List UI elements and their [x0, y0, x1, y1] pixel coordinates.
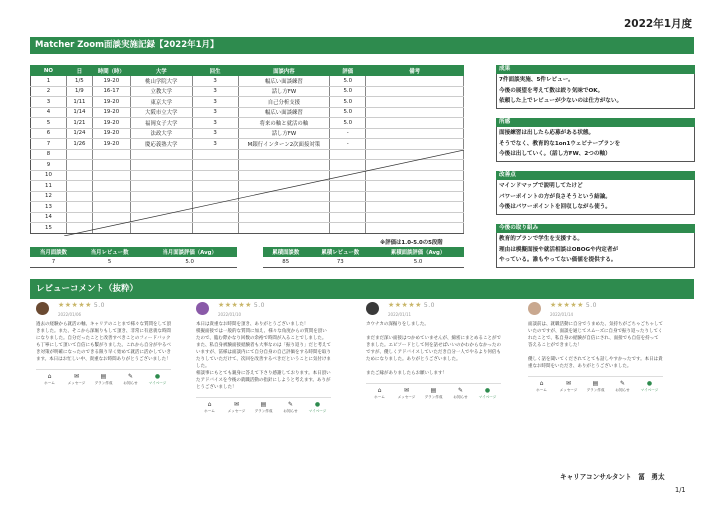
table-cell: M銀行インターン2次面接対策: [238, 139, 330, 150]
table-cell: [92, 170, 130, 181]
table-header-cell: 備考: [366, 66, 464, 76]
summary-header: 累積面談数: [263, 247, 308, 257]
nav-item: [528, 380, 555, 394]
side-panel-line: 今後は出していく。（話し方FW、2つの軸）: [499, 151, 611, 157]
table-cell: 5.0: [330, 97, 366, 108]
summary-header: 当月面談評価（Avg）: [142, 247, 237, 257]
consultant-signature: キャリアコンサルタント 冨 勇太: [560, 473, 665, 481]
table-cell: 19-20: [92, 76, 130, 87]
table-cell: 5.0: [330, 107, 366, 118]
review-date: 2022/01/14: [550, 312, 574, 317]
table-cell: 話し方FW: [238, 86, 330, 97]
table-cell: [92, 191, 130, 202]
side-panel-line: 教育的プランで学生を支援する。: [499, 236, 583, 242]
table-cell: [192, 191, 238, 202]
mypage-icon: ●: [314, 401, 321, 408]
summary-header: 当月面談数: [30, 247, 77, 257]
table-cell: 幅広い面談練習: [238, 76, 330, 87]
nav-label: メッセージ: [397, 395, 416, 399]
table-cell: 19-20: [92, 128, 130, 139]
table-cell: 1/24: [66, 128, 92, 139]
table-cell: 大阪市立大学: [130, 107, 192, 118]
table-cell: 3: [31, 97, 67, 108]
table-cell: [66, 191, 92, 202]
table-row: [31, 76, 464, 87]
table-cell: 5.0: [330, 76, 366, 87]
mypage-icon: ●: [646, 380, 653, 387]
notification-icon: ✎: [127, 373, 134, 380]
app-nav-bar: [528, 376, 663, 394]
notification-icon: ✎: [457, 387, 464, 394]
table-cell: 立教大学: [130, 86, 192, 97]
table-row: [31, 181, 464, 192]
table-cell: [192, 202, 238, 213]
plan-icon: ▤: [260, 401, 267, 408]
table-row: [31, 128, 464, 139]
table-row: [31, 86, 464, 97]
table-cell: 13: [31, 202, 67, 213]
stars-icon: ★★★★★: [388, 301, 422, 309]
table-cell: 将来の軸と就活の軸: [238, 118, 330, 129]
review-text: カウナカの深掘りをしました。 まだまだ深い面接はつかめていませんが、綿密にまとめることができました。エピソードとして何を話せばいいのかわからなかったのですが、優しくアドバイスしていただき自分一人でやるより何倍もためになりました。ありがとうございました。 またご縁がありましたらお願いします！: [366, 322, 501, 376]
review-date: 2022/01/06: [58, 312, 82, 317]
table-cell: [330, 149, 366, 160]
nav-label: メッセージ: [67, 381, 86, 385]
table-header-cell: NO: [31, 66, 67, 76]
table-header-cell: 日: [66, 66, 92, 76]
review-text: 過去の経験から就活の軸、キャリアのことまで様々な質問をして頂きました。また、そこから深堀りもして頂き、非常に有意義な時間になりました。自分だったことと改善すべきことのフィードバックも丁寧にして頂いて自信にも繋がりました。これから自分がやるべき対策が明確になったのできる限り早く始めて就活に活かしていきます。本日はお忙しい中、貴重なお時間ありがとうございました！: [36, 322, 171, 362]
table-cell: [66, 212, 92, 223]
nav-item: [63, 373, 90, 387]
star-rating: [218, 302, 265, 309]
nav-item: [117, 373, 144, 387]
side-panel-impressions: [496, 118, 695, 162]
table-cell: [130, 202, 192, 213]
side-panel-line: 依頼した上でレビューが少ないのは仕方がない。: [499, 98, 623, 104]
summary-header: 累積レビュー数: [308, 247, 372, 257]
table-cell: [192, 160, 238, 171]
table-cell: [66, 181, 92, 192]
table-cell: 3: [192, 128, 238, 139]
nav-label: ホーム: [536, 388, 547, 392]
review-card: [528, 302, 663, 394]
side-panel-heading: 所感: [496, 118, 695, 127]
table-cell: [366, 107, 464, 118]
report-month: 2022年1月度: [623, 18, 692, 30]
report-title: Matcher Zoom面談実施記録【2022年1月】: [30, 37, 694, 54]
nav-item: [447, 387, 474, 401]
interview-table: [30, 65, 464, 234]
stars-icon: ★★★★★: [550, 301, 584, 309]
avatar: [366, 302, 379, 315]
table-header-cell: 時間（時）: [92, 66, 130, 76]
table-cell: [92, 212, 130, 223]
table-cell: 5: [31, 118, 67, 129]
stars-icon: ★★★★★: [218, 301, 252, 309]
table-cell: [366, 139, 464, 150]
table-cell: [66, 149, 92, 160]
rating-value: 5.0: [423, 302, 435, 309]
table-cell: 11: [31, 181, 67, 192]
table-cell: [130, 170, 192, 181]
table-cell: 5.0: [330, 86, 366, 97]
nav-label: お知らせ: [283, 409, 298, 413]
side-panel-body: [496, 233, 695, 268]
nav-item: [250, 401, 277, 415]
table-cell: 3: [192, 97, 238, 108]
table-cell: 1: [31, 76, 67, 87]
page-number: 1/1: [675, 486, 686, 494]
star-rating: [388, 302, 435, 309]
nav-label: ホーム: [204, 409, 215, 413]
table-cell: [130, 212, 192, 223]
nav-label: プラン作成: [424, 395, 443, 399]
monthly-summary: [30, 247, 237, 268]
side-panel-heading: 成果: [496, 65, 695, 74]
table-cell: [238, 181, 330, 192]
table-row: [31, 202, 464, 213]
side-panel-line: 面接練習は出したら応募がある状態。: [499, 130, 595, 136]
home-icon: ⌂: [377, 387, 382, 394]
rating-value: 5.0: [93, 302, 105, 309]
side-panel-line: やっている。誰もやってない価値を提供する。: [499, 257, 617, 263]
table-cell: [66, 202, 92, 213]
side-panel-line: マインドマップで説明してたけど: [499, 183, 583, 189]
table-cell: 12: [31, 191, 67, 202]
table-cell: [330, 181, 366, 192]
review-card: [196, 302, 331, 415]
summary-value: 73: [308, 257, 372, 267]
table-cell: 4: [31, 107, 67, 118]
nav-label: ホーム: [374, 395, 385, 399]
nav-item: [420, 387, 447, 401]
table-cell: [92, 160, 130, 171]
notification-icon: ✎: [619, 380, 626, 387]
review-date: 2022/01/10: [218, 312, 242, 317]
message-icon: ✉: [403, 387, 410, 394]
table-cell: [366, 128, 464, 139]
table-cell: [366, 97, 464, 108]
home-icon: ⌂: [207, 401, 212, 408]
table-row: [31, 191, 464, 202]
nav-label: お知らせ: [123, 381, 138, 385]
table-cell: 16-17: [92, 86, 130, 97]
side-panel-improvements: [496, 171, 695, 215]
table-row: [31, 160, 464, 171]
table-cell: 1/9: [66, 86, 92, 97]
table-cell: [92, 223, 130, 234]
table-cell: [130, 149, 192, 160]
table-row: [31, 170, 464, 181]
table-header-cell: 大学: [130, 66, 192, 76]
message-icon: ✉: [565, 380, 572, 387]
nav-item: [223, 401, 250, 415]
side-panel-body: [496, 74, 695, 109]
review-card: [366, 302, 501, 401]
table-cell: 自己分析支援: [238, 97, 330, 108]
side-panel-line: そうでなく、教育的な1on1ウェビナープランを: [499, 140, 621, 147]
nav-label: ホーム: [44, 381, 55, 385]
nav-item: [609, 380, 636, 394]
plan-icon: ▤: [100, 373, 107, 380]
table-cell: [238, 212, 330, 223]
plan-icon: ▤: [430, 387, 437, 394]
app-nav-bar: [36, 369, 171, 387]
rating-value: 5.0: [585, 302, 597, 309]
nav-label: お知らせ: [453, 395, 468, 399]
nav-item: [474, 387, 501, 401]
nav-item: [36, 373, 63, 387]
table-cell: 9: [31, 160, 67, 171]
table-cell: [366, 86, 464, 97]
table-cell: 14: [31, 212, 67, 223]
table-cell: 6: [31, 128, 67, 139]
summary-value: 7: [30, 257, 77, 267]
nav-item: [90, 373, 117, 387]
avatar: [196, 302, 209, 315]
nav-item: [144, 373, 171, 387]
table-cell: 1/26: [66, 139, 92, 150]
side-panel-line: 今後の展望を考えて数は絞り気味でOK。: [499, 87, 604, 94]
home-icon: ⌂: [47, 373, 52, 380]
table-cell: 1/5: [66, 76, 92, 87]
table-cell: [130, 181, 192, 192]
table-cell: 1/14: [66, 107, 92, 118]
nav-label: マイページ: [640, 388, 659, 392]
table-cell: 慶応義塾大学: [130, 139, 192, 150]
table-row: [31, 139, 464, 150]
table-cell: 10: [31, 170, 67, 181]
table-row: [31, 212, 464, 223]
plan-icon: ▤: [592, 380, 599, 387]
side-panel-line: パワーポイントの方が良さそうという結論。: [499, 193, 611, 200]
nav-item: [304, 401, 331, 415]
home-icon: ⌂: [539, 380, 544, 387]
summary-header: 累積面談評価（Avg）: [372, 247, 464, 257]
nav-item: [277, 401, 304, 415]
table-cell: [366, 170, 464, 181]
nav-item: [582, 380, 609, 394]
table-cell: 5.0: [330, 118, 366, 129]
nav-label: プラン作成: [254, 409, 273, 413]
table-header-cell: 回生: [192, 66, 238, 76]
table-cell: 3: [192, 76, 238, 87]
table-cell: 2: [31, 86, 67, 97]
table-cell: 幅広い面談練習: [238, 107, 330, 118]
mypage-icon: ●: [154, 373, 161, 380]
table-cell: [238, 223, 330, 234]
table-cell: 3: [192, 86, 238, 97]
nav-item: [393, 387, 420, 401]
table-cell: [238, 170, 330, 181]
table-cell: [192, 170, 238, 181]
review-text: 面談前は、就職活動に自分でうまめた、気持ちがごちゃごちゃしていたのですが、面談を通じてスムーズに自身で振り返ったりしてくれたことで、私自身の経験が自信にされ、面接でも自信を持って答えることができました！ 優しく話を聞いてくだされてとても話しやすかったです。本日は貴重なお時間をいただき、ありがとうございました。: [528, 322, 663, 369]
table-row: [31, 107, 464, 118]
table-cell: 3: [192, 139, 238, 150]
nav-label: お知らせ: [615, 388, 630, 392]
notification-icon: ✎: [287, 401, 294, 408]
table-cell: [66, 160, 92, 171]
table-cell: [366, 202, 464, 213]
summary-value: 5.0: [142, 257, 237, 267]
table-cell: 19-20: [92, 139, 130, 150]
table-cell: [130, 191, 192, 202]
table-cell: [92, 202, 130, 213]
table-cell: 1/11: [66, 97, 92, 108]
table-cell: 桃山学院大学: [130, 76, 192, 87]
table-cell: [366, 181, 464, 192]
table-cell: [366, 191, 464, 202]
table-cell: [366, 76, 464, 87]
table-cell: [366, 149, 464, 160]
nav-label: メッセージ: [227, 409, 246, 413]
table-cell: [130, 223, 192, 234]
table-cell: [330, 160, 366, 171]
summary-header: 当月レビュー数: [77, 247, 143, 257]
table-cell: [330, 170, 366, 181]
star-rating: [58, 302, 105, 309]
review-section-title: レビューコメント（抜粋）: [30, 279, 694, 299]
table-cell: 福岡女子大学: [130, 118, 192, 129]
avatar: [528, 302, 541, 315]
nav-item: [366, 387, 393, 401]
table-cell: [330, 212, 366, 223]
table-cell: [192, 212, 238, 223]
table-cell: 8: [31, 149, 67, 160]
message-icon: ✉: [73, 373, 80, 380]
table-cell: [130, 160, 192, 171]
side-panel-body: [496, 180, 695, 215]
rating-note: ※評価は1.0-5.0の5段階: [380, 240, 443, 246]
mypage-icon: ●: [484, 387, 491, 394]
table-cell: [330, 191, 366, 202]
side-panel-results: [496, 65, 695, 109]
table-cell: [238, 202, 330, 213]
table-cell: [366, 160, 464, 171]
table-cell: [192, 149, 238, 160]
table-cell: [330, 202, 366, 213]
side-panel-next-actions: [496, 224, 695, 268]
table-cell: [192, 181, 238, 192]
stars-icon: ★★★★★: [58, 301, 92, 309]
table-row: [31, 149, 464, 160]
nav-label: マイページ: [308, 409, 327, 413]
table-cell: [66, 223, 92, 234]
table-cell: 15: [31, 223, 67, 234]
table-cell: [366, 118, 464, 129]
nav-label: プラン作成: [586, 388, 605, 392]
review-text: 本日は貴重なお時間を頂き、ありがとうございました！ 模擬面接では一般的な質問に加え、様々な角度からの質問を頂いたので、臨む際かなり回数の余裕で時間が入ることでしました。 また、私自身被験面接経験者も大事なのは「振り返り」だと考えていますが、冨様は面談内にて自分自身の自己評価をする時間を取りたりしていただけて、次回を改善するべきだということに気付けました。 相談事にもとても親身に答えて下さり感謝しております。本日頂いたアドバイスを今後の就職活動の指針にしようと考えます。ありがとうございました！: [196, 322, 331, 390]
message-icon: ✉: [233, 401, 240, 408]
table-cell: 7: [31, 139, 67, 150]
app-nav-bar: [196, 397, 331, 415]
nav-item: [555, 380, 582, 394]
nav-label: メッセージ: [559, 388, 578, 392]
table-cell: [238, 191, 330, 202]
avatar: [36, 302, 49, 315]
side-panel-line: 7件面談実施、5件レビュー。: [499, 77, 574, 83]
table-row: [31, 223, 464, 234]
table-cell: 東京大学: [130, 97, 192, 108]
table-cell: 19-20: [92, 118, 130, 129]
total-summary: [263, 247, 464, 268]
nav-label: プラン作成: [94, 381, 113, 385]
summary-value: 85: [263, 257, 308, 267]
table-header-cell: 面談内容: [238, 66, 330, 76]
table-row: [31, 118, 464, 129]
nav-label: マイページ: [148, 381, 167, 385]
side-panel-line: 理由は模擬面接や就活相談はOBOGや内定者が: [499, 246, 619, 253]
table-cell: [238, 149, 330, 160]
table-cell: [366, 212, 464, 223]
table-cell: [238, 160, 330, 171]
table-cell: 3: [192, 107, 238, 118]
side-panel-heading: 改善点: [496, 171, 695, 180]
nav-item: [636, 380, 663, 394]
table-cell: 1/21: [66, 118, 92, 129]
summary-value: 5: [77, 257, 143, 267]
star-rating: [550, 302, 597, 309]
table-cell: [366, 223, 464, 234]
table-cell: [192, 223, 238, 234]
table-cell: [92, 181, 130, 192]
table-cell: -: [330, 139, 366, 150]
table-cell: 3: [192, 118, 238, 129]
table-cell: 法政大学: [130, 128, 192, 139]
app-nav-bar: [366, 383, 501, 401]
table-cell: [330, 223, 366, 234]
table-cell: 19-20: [92, 97, 130, 108]
rating-value: 5.0: [253, 302, 265, 309]
table-row: [31, 97, 464, 108]
summary-value: 5.0: [372, 257, 464, 267]
nav-item: [196, 401, 223, 415]
table-cell: 話し方FW: [238, 128, 330, 139]
table-cell: 19-20: [92, 107, 130, 118]
table-cell: [92, 149, 130, 160]
table-header-cell: 評価: [330, 66, 366, 76]
table-cell: [66, 170, 92, 181]
side-panel-line: 今後はパワーポイントを回収しながら使う。: [499, 204, 611, 210]
side-panel-body: [496, 127, 695, 162]
table-cell: -: [330, 128, 366, 139]
review-date: 2022/01/11: [388, 312, 412, 317]
nav-label: マイページ: [478, 395, 497, 399]
side-panel-heading: 今後の取り組み: [496, 224, 695, 233]
review-card: [36, 302, 171, 387]
